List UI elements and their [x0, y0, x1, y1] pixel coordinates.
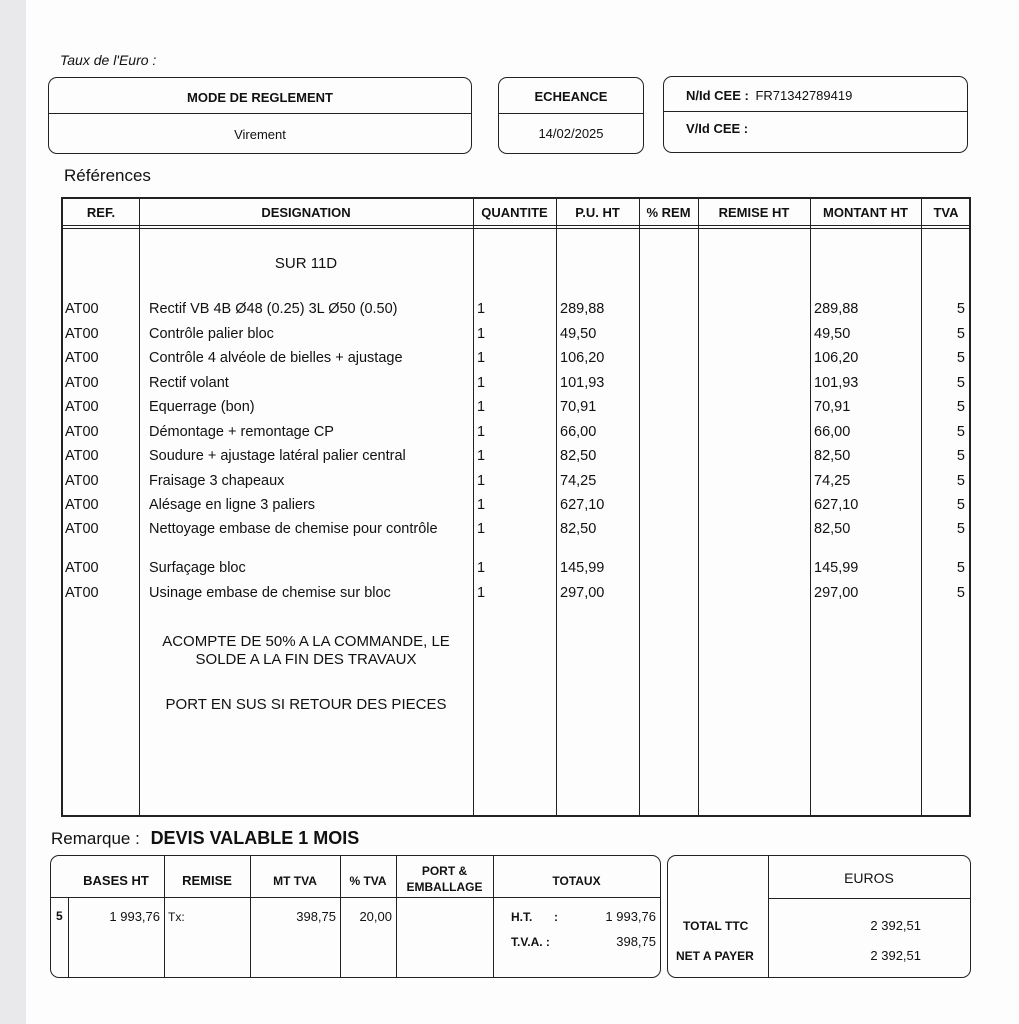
table-row: [63, 560, 969, 580]
vid-cee-label: V/Id CEE :: [686, 121, 749, 136]
row-ref: AT00: [65, 350, 99, 366]
echeance-title: ECHEANCE: [534, 89, 608, 104]
row-quantity: 1: [477, 560, 486, 576]
row-amount: 627,10: [814, 497, 859, 513]
row-designation: Equerrage (bon): [149, 399, 255, 415]
reglement-title: MODE DE REGLEMENT: [187, 90, 333, 105]
row-tva: 5: [956, 585, 965, 601]
row-quantity: 1: [477, 521, 486, 537]
row-tva: 5: [956, 326, 965, 342]
row-tva: 5: [956, 560, 965, 576]
row-unit-price: 82,50: [560, 521, 597, 537]
row-amount: 289,88: [814, 301, 859, 317]
row-tva: 5: [956, 521, 965, 537]
row-amount: 101,93: [814, 375, 859, 391]
row-quantity: 1: [477, 448, 486, 464]
row-amount: 66,00: [814, 424, 851, 440]
header-mt-tva: MT TVA: [273, 874, 317, 888]
table-row: [63, 375, 969, 395]
row-ref: AT00: [65, 301, 99, 317]
ht-colon: :: [554, 910, 558, 924]
bases-ht-value: 1 993,76: [109, 909, 160, 924]
row-ref: AT00: [65, 473, 99, 489]
col-header-quantite: QUANTITE: [481, 205, 548, 220]
payment-note-line2: SOLDE A LA FIN DES TRAVAUX: [195, 651, 417, 668]
row-amount: 145,99: [814, 560, 859, 576]
row-designation: Surfaçage bloc: [149, 560, 246, 576]
col-header-pct-rem: % REM: [646, 205, 691, 220]
row-amount: 74,25: [814, 473, 851, 489]
row-quantity: 1: [477, 301, 486, 317]
payment-note: [139, 633, 473, 669]
col-header-designation: DESIGNATION: [261, 205, 351, 220]
row-designation: Nettoyage embase de chemise pour contrôle: [149, 521, 438, 537]
table-row: [63, 301, 969, 321]
row-unit-price: 106,20: [560, 350, 605, 366]
remarque-line: [51, 828, 359, 849]
header-pct-tva: % TVA: [349, 874, 387, 888]
ht-label: H.T.: [511, 910, 533, 924]
row-ref: AT00: [65, 521, 99, 537]
echeance-box: [498, 77, 644, 154]
row-ref: AT00: [65, 560, 99, 576]
row-designation: Contrôle palier bloc: [149, 326, 274, 342]
header-port-emballage: [396, 863, 493, 895]
reglement-box: [48, 77, 472, 154]
header-remise: REMISE: [182, 873, 232, 888]
net-a-payer-label: NET A PAYER: [676, 949, 754, 963]
row-designation: Démontage + remontage CP: [149, 424, 334, 440]
shipping-note: PORT EN SUS SI RETOUR DES PIECES: [165, 696, 447, 713]
mt-tva-value: 398,75: [296, 909, 336, 924]
col-header-montant-ht: MONTANT HT: [823, 205, 908, 220]
nid-cee-label: N/Id CEE :: [686, 88, 749, 103]
row-ref: AT00: [65, 448, 99, 464]
col-header-tva: TVA: [933, 205, 959, 220]
row-designation: Usinage embase de chemise sur bloc: [149, 585, 391, 601]
row-quantity: 1: [477, 399, 486, 415]
invoice-page: [26, 0, 1019, 1024]
pct-tva-value: 20,00: [359, 909, 392, 924]
cee-box: [663, 76, 968, 153]
row-unit-price: 289,88: [560, 301, 605, 317]
currency-label: EUROS: [844, 870, 894, 886]
row-quantity: 1: [477, 424, 486, 440]
row-unit-price: 70,91: [560, 399, 597, 415]
table-row: [63, 585, 969, 605]
row-ref: AT00: [65, 424, 99, 440]
ht-value: 1 993,76: [605, 909, 656, 924]
row-tva: 5: [956, 375, 965, 391]
table-row: [63, 326, 969, 346]
summary-box: [667, 855, 971, 978]
row-tva: 5: [956, 399, 965, 415]
total-ttc-value: 2 392,51: [870, 918, 921, 933]
row-designation: Rectif VB 4B Ø48 (0.25) 3L Ø50 (0.50): [149, 301, 398, 317]
header-totaux: TOTAUX: [552, 874, 601, 888]
row-quantity: 1: [477, 326, 486, 342]
tva-label: T.V.A. :: [511, 935, 550, 949]
row-ref: AT00: [65, 585, 99, 601]
row-unit-price: 297,00: [560, 585, 605, 601]
row-amount: 49,50: [814, 326, 851, 342]
row-amount: 82,50: [814, 521, 851, 537]
remise-value: Tx:: [168, 910, 185, 924]
header-port-line1: PORT &: [421, 864, 468, 878]
table-row: [63, 399, 969, 419]
net-a-payer-value: 2 392,51: [870, 948, 921, 963]
row-unit-price: 74,25: [560, 473, 597, 489]
col-header-remise-ht: REMISE HT: [718, 205, 790, 220]
row-designation: Rectif volant: [149, 375, 229, 391]
row-amount: 70,91: [814, 399, 851, 415]
row-amount: 106,20: [814, 350, 859, 366]
row-tva: 5: [956, 473, 965, 489]
section-title: SUR 11D: [274, 255, 338, 272]
row-ref: AT00: [65, 375, 99, 391]
row-ref: AT00: [65, 497, 99, 513]
payment-note-line1: ACOMPTE DE 50% A LA COMMANDE, LE: [162, 633, 450, 650]
header-port-line2: EMBALLAGE: [406, 880, 483, 894]
row-quantity: 1: [477, 375, 486, 391]
row-designation: Alésage en ligne 3 paliers: [149, 497, 316, 513]
references-label: Références: [64, 166, 151, 185]
col-header-pu-ht: P.U. HT: [575, 205, 620, 220]
row-tva: 5: [956, 448, 965, 464]
tva-code: 5: [56, 909, 63, 923]
row-amount: 82,50: [814, 448, 851, 464]
table-row: [63, 497, 969, 517]
table-row: [63, 424, 969, 444]
reglement-value: Virement: [234, 127, 286, 142]
row-designation: Soudure + ajustage latéral palier central: [149, 448, 406, 464]
row-unit-price: 145,99: [560, 560, 605, 576]
header-bases-ht: BASES HT: [83, 873, 149, 888]
totals-box: [50, 855, 661, 978]
row-tva: 5: [956, 350, 965, 366]
row-tva: 5: [956, 497, 965, 513]
total-ttc-label: TOTAL TTC: [683, 919, 749, 933]
taux-euro-label: Taux de l'Euro :: [60, 52, 157, 68]
row-ref: AT00: [65, 399, 99, 415]
row-quantity: 1: [477, 350, 486, 366]
row-unit-price: 49,50: [560, 326, 597, 342]
tva-value: 398,75: [616, 934, 656, 949]
row-quantity: 1: [477, 497, 486, 513]
table-row: [63, 350, 969, 370]
col-header-ref: REF.: [86, 205, 116, 220]
row-ref: AT00: [65, 326, 99, 342]
row-unit-price: 82,50: [560, 448, 597, 464]
row-designation: Contrôle 4 alvéole de bielles + ajustage: [149, 350, 403, 366]
table-row: [63, 448, 969, 468]
row-quantity: 1: [477, 585, 486, 601]
row-amount: 297,00: [814, 585, 859, 601]
row-tva: 5: [956, 301, 965, 317]
table-row: [63, 521, 969, 541]
remarque-label: Remarque :: [51, 829, 140, 848]
row-unit-price: 66,00: [560, 424, 597, 440]
row-unit-price: 627,10: [560, 497, 605, 513]
row-designation: Fraisage 3 chapeaux: [149, 473, 285, 489]
table-row: [63, 473, 969, 493]
row-tva: 5: [956, 424, 965, 440]
nid-cee-value: FR71342789419: [755, 88, 853, 103]
remarque-value: DEVIS VALABLE 1 MOIS: [150, 828, 360, 848]
items-table: [61, 197, 971, 817]
row-unit-price: 101,93: [560, 375, 605, 391]
echeance-value: 14/02/2025: [538, 126, 604, 141]
row-quantity: 1: [477, 473, 486, 489]
